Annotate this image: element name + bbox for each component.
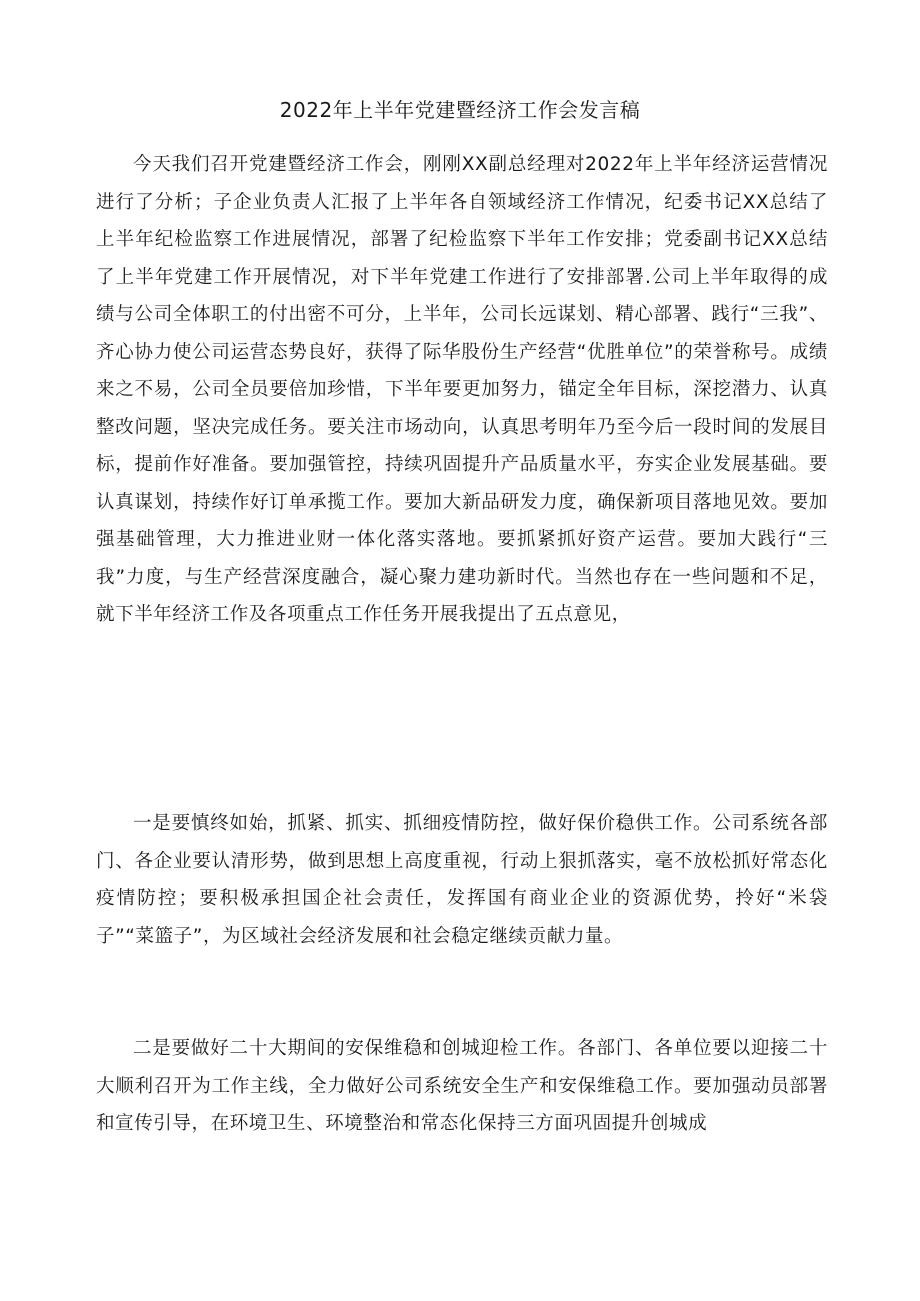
paragraph-intro: 今天我们召开党建暨经济工作会，刚刚XX副总经理对2022年上半年经济运营情况进行了分析；子企业负责人汇报了上半年各自领域经济工作情况，纪委书记XX总结了上半年纪检监察工作进展情况，部署了纪检监察下半年工作安排；党委副书记XX总结了上半年党建工作开展情况，对下半年党建工作进行了安排部署.公司上半年取得的成绩与公司全体职工的付出密不可分，上半年，公司长远谋划、精心部署、践行“三我”、齐心协力使公司运营态势良好，获得了际华股份生产经营“优胜单位”的荣誉称号。成绩来之不易，公司全员要倍加珍惜，下半年要更加努力，锚定全年目标，深挖潜力、认真整改问题，坚决完成任务。要关注市场动向，认真思考明年乃至今后一段时间的发展目标，提前作好准备。要加强管控，持续巩固提升产品质量水平，夯实企业发展基础。要认真谋划，持续作好订单承揽工作。要加大新品研发力度，确保新项目落地见效。要加强基础管理，大力推进业财一体化落实落地。要抓紧抓好资产运营。要加大践行“三我”力度，与生产经营深度融合，凝心聚力建功新时代。当然也存在一些问题和不足，就下半年经济工作及各项重点工作任务开展我提出了五点意见， [96,154,828,625]
paragraph-point-two: 二是要做好二十大期间的安保维稳和创城迎检工作。各部门、各单位要以迎接二十大顺利召开为工作主线，全力做好公司系统安全生产和安保维稳工作。要加强动员部署和宣传引导，在环境卫生、环境整治和常态化保持三方面巩固提升创城成 [96,1038,828,1134]
document-title: 2022年上半年党建暨经济工作会发言稿 [279,98,641,122]
paragraph-point-one: 一是要慎终如始，抓紧、抓实、抓细疫情防控，做好保价稳供工作。公司系统各部门、各企业要认清形势，做到思想上高度重视，行动上狠抓落实，毫不放松抓好常态化疫情防控；要积极承担国企社会责任，发挥国有商业企业的资源优势，拎好“米袋子”“菜篮子”，为区域社会经济发展和社会稳定继续贡献力量。 [96,813,828,947]
